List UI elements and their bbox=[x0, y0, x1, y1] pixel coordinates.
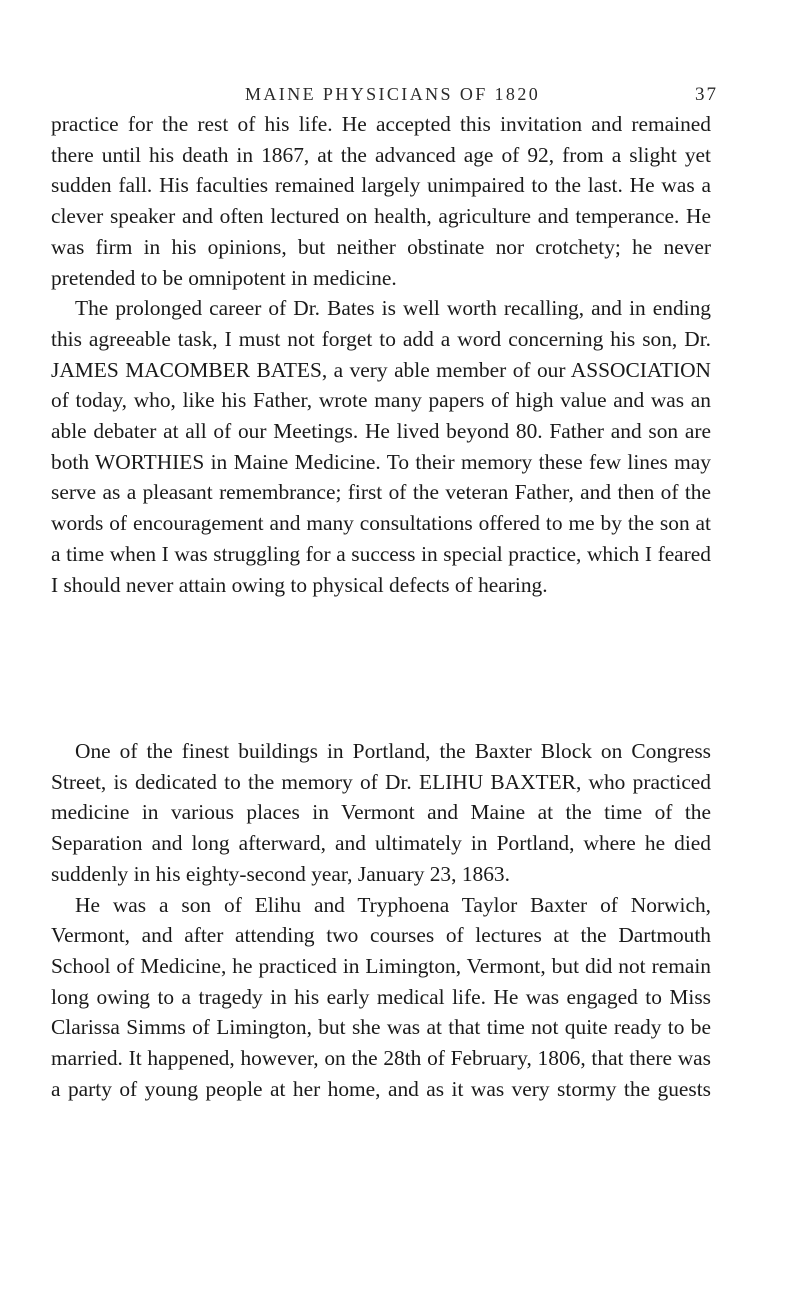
paragraph: He was a son of Elihu and Tryphoena Taylor Baxter of Norwich, Vermont, and after attending two courses of lectures at the Dartmouth School of Medicine, he practiced in Limington, Vermont, but did not remain long owing to a tragedy in his early medical life. He was engaged to Miss Clarissa Simms of Limington, but she was at that time not quite ready to be married. It happened, however, on the 28th of February, 1806, that there was a party of young people at her home, and as it was very stormy the guests bbox=[51, 892, 711, 1101]
text-block-baxter bbox=[51, 736, 711, 1104]
paragraph: The prolonged career of Dr. Bates is well worth recalling, and in ending this agreeable task, I must not forget to add a word concerning his son, Dr. JAMES MACOMBER BATES, a very able member of our ASSOCIATION of today, who, like his Father, wrote many papers of high value and was an able debater at all of our Meetings. He lived beyond 80. Father and son are both WORTHIES in Maine Medicine. To their memory these few lines may serve as a pleasant remembrance; first of the veteran Father, and then of the words of encouragement and many consultations offered to me by the son at a time when I was struggling for a success in special practice, which I feared I should never attain owing to physical defects of hearing. bbox=[51, 296, 711, 597]
page-number: 37 bbox=[695, 84, 718, 105]
running-title: MAINE PHYSICIANS OF 1820 bbox=[245, 84, 541, 104]
paragraph: practice for the rest of his life. He accepted this invitation and remained there until his death in 1867, at the advanced age of 92, from a slight yet sudden fall. His faculties remained largely unimpaired to the last. He was a clever speaker and often lectured on health, agriculture and temperance. He was firm in his opinions, but neither obstinate nor crotchety; he never pretended to be omnipotent in medicine. bbox=[51, 112, 711, 290]
paragraph: One of the finest buildings in Portland, the Baxter Block on Congress Street, is dedicated to the memory of Dr. ELIHU BAXTER, who practiced medicine in various places in Vermont and Maine at the time of the Separation and long afterward, and ultimately in Portland, where he died suddenly in his eighty-second year, January 23, 1863. bbox=[51, 739, 711, 886]
text-block-bates bbox=[51, 109, 711, 600]
